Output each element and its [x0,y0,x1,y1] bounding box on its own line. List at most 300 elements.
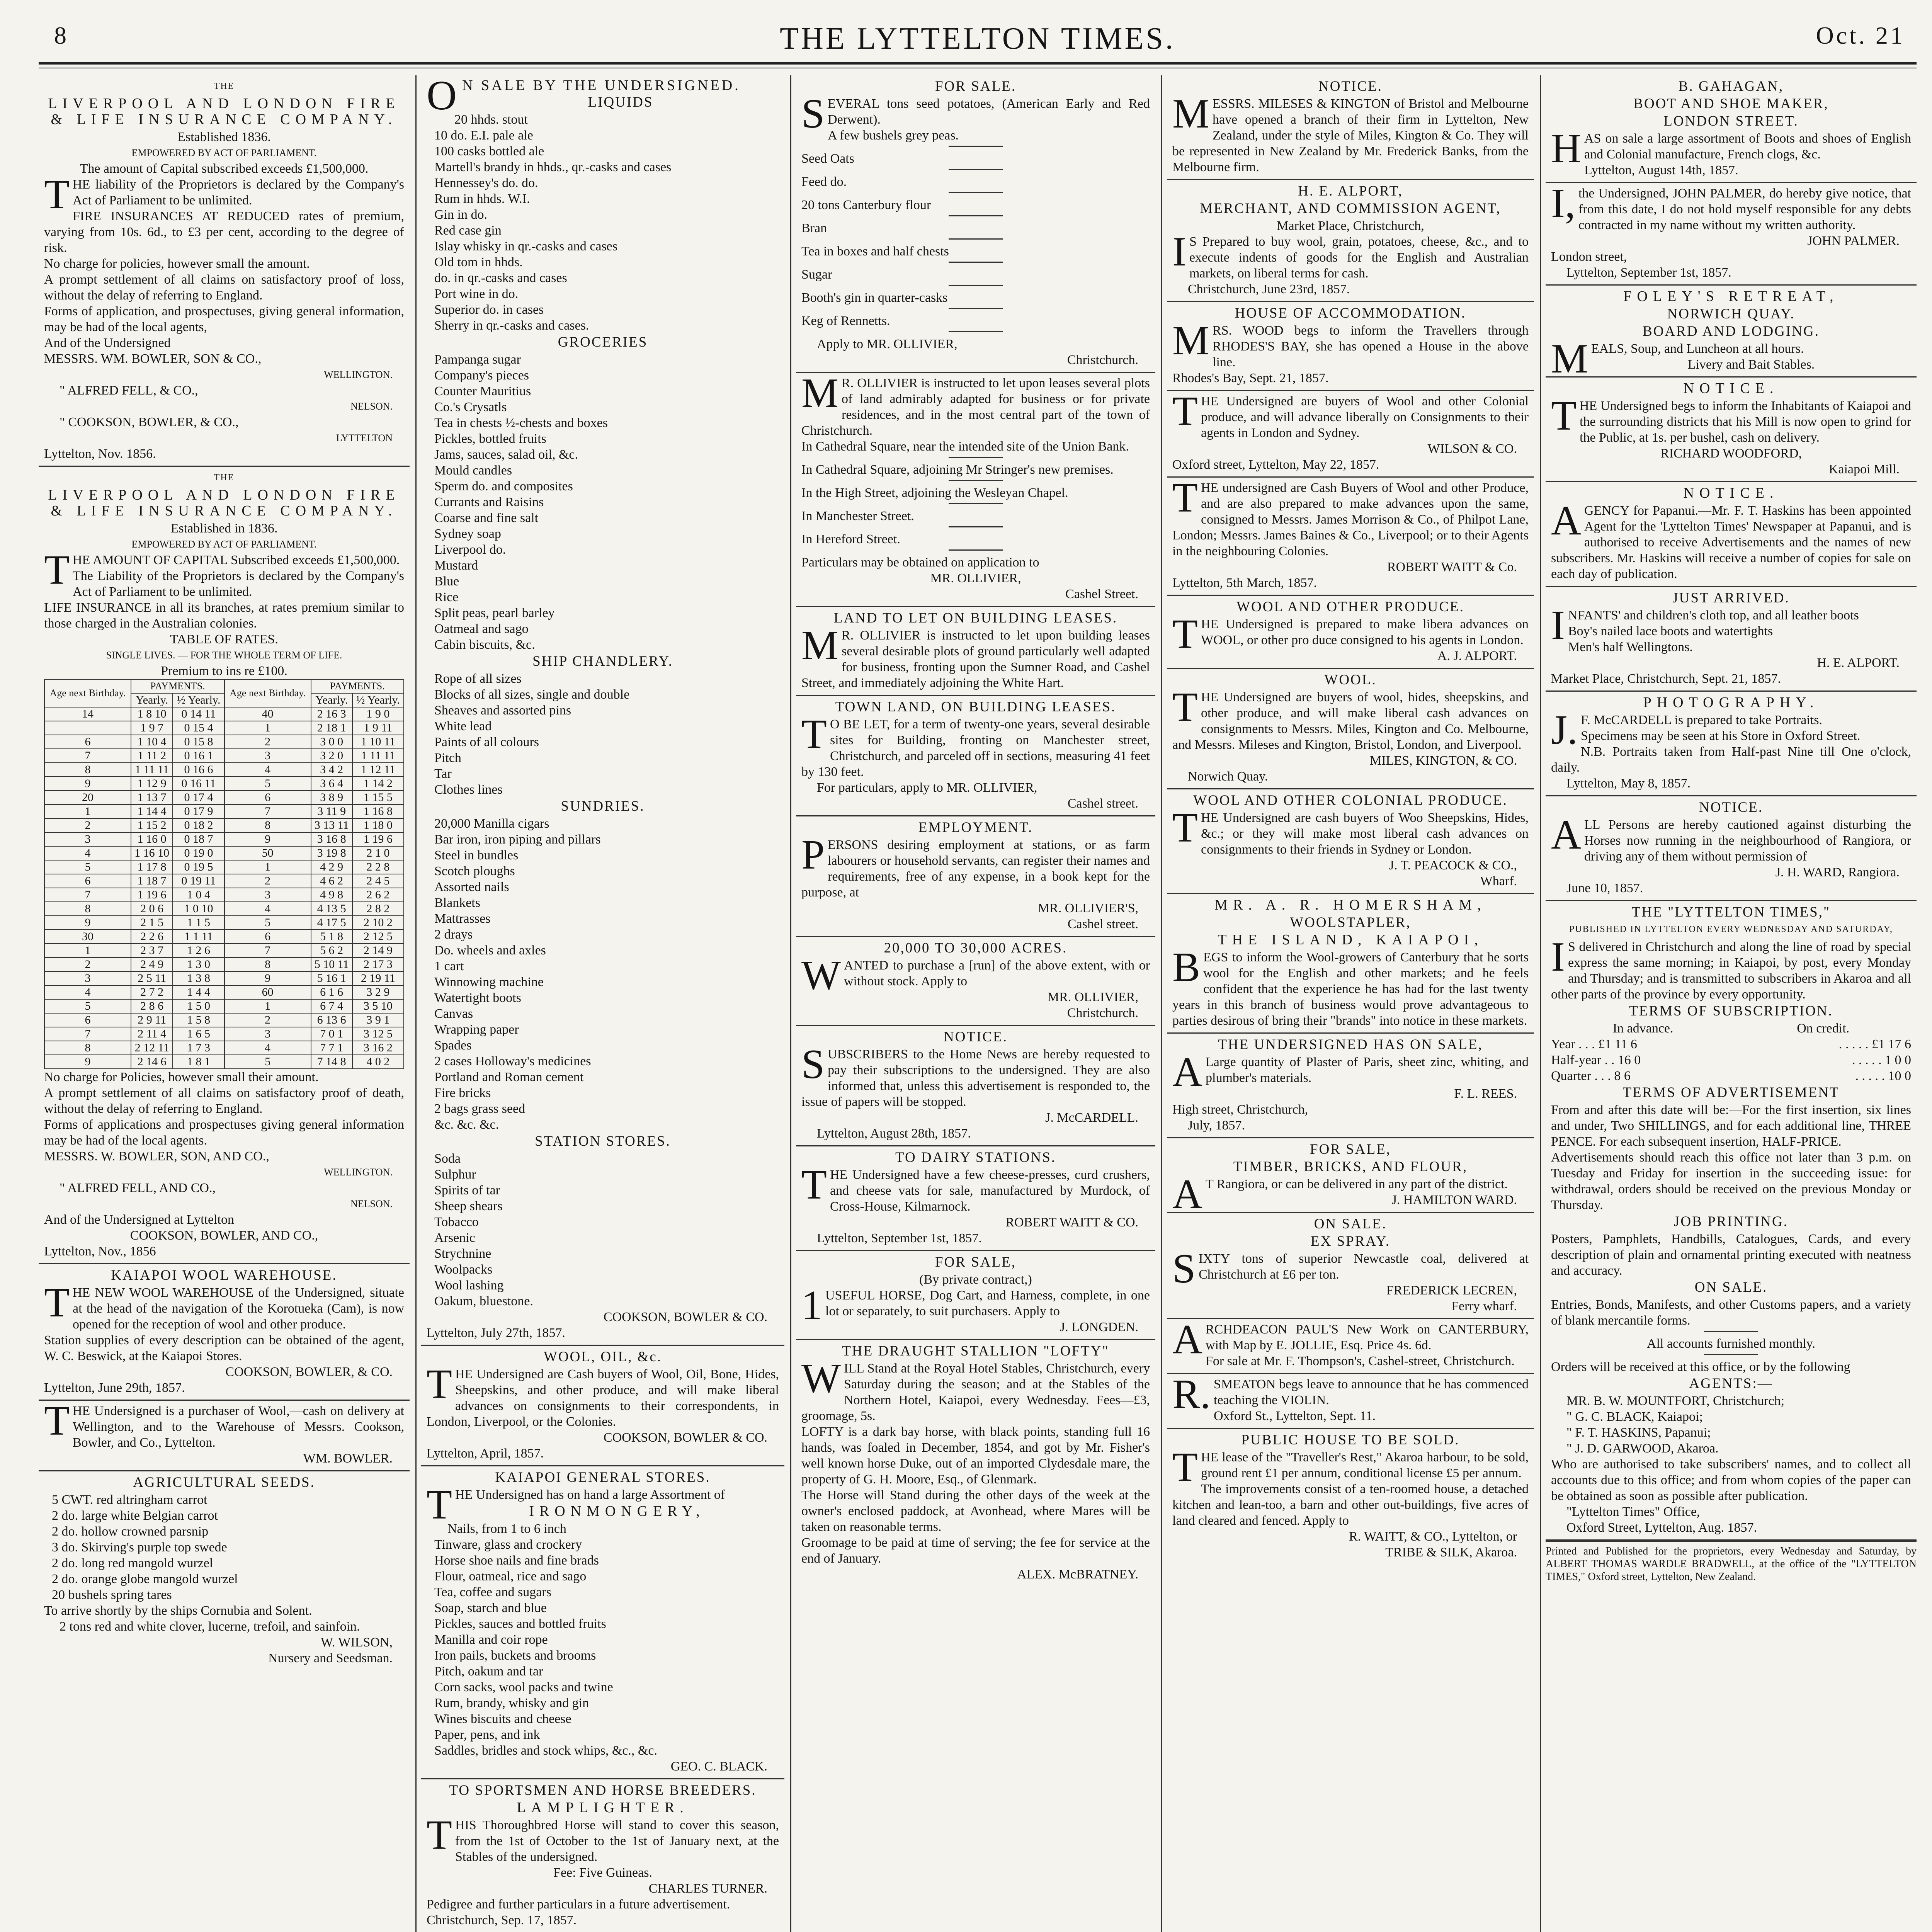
ad-body: N.B. Portraits taken from Half-past Nine till One o'clock, daily. [1551,745,1911,775]
section-heading: JOB PRINTING. [1674,1214,1788,1230]
table-cell: 1 10 4 [131,735,173,749]
list-item: Mattrasses [434,912,491,926]
ad-signature: J. McCARDELL. [1045,1111,1138,1125]
table-cell: 6 [224,791,311,804]
ad-signature: J. H. WARD, Rangiora. [1775,865,1900,879]
section-heading: TERMS OF SUBSCRIPTION. [1629,1003,1833,1019]
ad-est: Established in 1836. [170,521,278,536]
ad-body: THE undersigned are Cash Buyers of Wool and other Produce, and are also prepared to make advances upon the same, consigned to Messrs. James Morrison & Co., of Philpot Lane, London; Messrs. James Baines & Co., Liverpool; or to their Agents in the neighbouring Colonies. [1172,475,1529,558]
table-cell: 1 13 7 [131,791,173,804]
rates-header-half: ½ Yearly. [352,693,404,707]
table-cell: 3 19 8 [311,846,352,860]
agent-name: COOKSON, BOWLER, AND CO., [130,1228,318,1243]
list-item: Wool lashing [434,1278,504,1293]
table-cell: 8 [44,763,131,777]
list-item: Bar iron, iron piping and pillars [434,832,601,847]
table-cell: 0 18 2 [173,818,224,832]
terms-cell: Half-year . . 16 0 [1551,1053,1641,1067]
ad-signature: Kaiapoi Mill. [1828,462,1900,476]
ad-signature: ROBERT WAITT & CO. [1005,1215,1138,1230]
table-cell: 0 18 7 [173,832,224,846]
ad-body: ALL Persons are hereby cautioned against disturbing the Horses now running in the neighbourhood of Rangiora, or driving any of them without permission of [1551,812,1911,864]
ad-title: KAIAPOI WOOL WAREHOUSE. [111,1267,337,1283]
table-cell: 3 [224,1027,311,1041]
column-5 [1546,75,1917,1932]
ad-title: WOOL AND OTHER COLONIAL PRODUCE. [1193,793,1508,808]
table-cell: 1 5 8 [173,1013,224,1027]
table-cell: 7 [44,888,131,902]
ad-body: J.F. McCARDELL is prepared to take Portraits. [1551,707,1822,753]
divider [949,262,1003,263]
agent-name: MESSRS. WM. BOWLER, SON & CO., [44,352,262,366]
ad-body: The Liability of the Proprietors is declared by the Company's Act of Parliament to be unlimited. [72,569,404,599]
list-item: Feed do. [801,175,847,189]
ad-body: MR. OLLIVIER is instructed to let upon building leases several desirable plots of ground particularly well adapted for business, fronting upon the Sumner Road, and Cashel Street, and immediately adjoining the White Hart. [801,622,1150,690]
rates-header-yearly: Yearly. [311,693,352,707]
table-cell: 2 [224,874,311,888]
list-item: Blankets [434,896,480,910]
ad-date: Lyttelton, July 27th, 1857. [427,1326,565,1340]
groceries-list [427,352,779,653]
terms-cell: . . . . . 1 0 0 [1852,1053,1911,1067]
list-item: Paints of all colours [434,735,539,749]
agent-item: " F. T. HASKINS, Papanui; [1566,1425,1711,1440]
ad-body: SUBSCRIBERS to the Home News are hereby requested to pay their subscriptions to the undersigned. They are also informed that, unless this advertisement is responded to, the issue of papers will be stopped. [801,1041,1150,1109]
ad-body: INFANTS' and children's cloth top, and all leather boots [1551,602,1859,648]
table-cell: 2 14 9 [352,944,404,957]
ad-signature: FREDERICK LECREN, [1386,1283,1517,1298]
list-item: &c. &c. &c. [434,1117,499,1132]
ad-location: London street, [1551,250,1627,264]
ad-body: AGENCY for Papanui.—Mr. F. T. Haskins has been appointed Agent for the 'Lyttelton Times' Newspaper at Papanui, and is authorised to receive Advertisements and the names of new subscribers. Mr. Haskins will receive a number of copies for sale on each day of publication. [1551,498,1911,581]
ad-capital: THE AMOUNT OF CAPITAL Subscribed exceeds £1,500,000. [44,547,400,593]
table-cell: 0 15 8 [173,735,224,749]
ad-title: FOLEY'S RETREAT, [1623,288,1839,304]
divider [1704,1354,1758,1355]
table-row [44,888,404,902]
table-cell: 8 [44,1041,131,1055]
list-item: Red case gin [434,223,502,238]
ad-title: THE UNDERSIGNED HAS ON SALE, [1218,1037,1483,1053]
divider [949,331,1003,332]
ad-title: NOTICE. [944,1029,1008,1045]
agent-item: " J. D. GARWOOD, Akaroa. [1566,1441,1719,1456]
ad-signature: Nursery and Seedsman. [268,1651,393,1665]
table-cell: 7 0 1 [311,1027,352,1041]
terms-cell: . . . . . £1 17 6 [1839,1037,1911,1051]
ad-subtitle: WOOLSTAPLER, [1290,915,1411,930]
section-heading: LIQUIDS [588,94,653,110]
newspaper-title: THE LYTTELTON TIMES. [780,22,1175,56]
ad-title: AGRICULTURAL SEEDS. [133,1475,315,1490]
table-row [44,874,404,888]
ad-title: FOR SALE, [935,1254,1016,1270]
ad-body: WILL Stand at the Royal Hotel Stables, Christchurch, every Saturday during the season; and at the Stables of the Northern Hotel, Kaiapoi, every Wednesday. Fees—£3, groomage, 5s. [801,1355,1150,1423]
table-cell: 2 6 2 [352,888,404,902]
table-cell: 7 14 8 [311,1055,352,1069]
ad-body: Advertisements should reach this office not later than 3 p.m. on Tuesday and Friday for insertion in the succeeding issue: for withdrawal, orders should be received on the previous Monday or Thursday. [1551,1150,1911,1212]
table-cell: 2 2 8 [352,860,404,874]
table-cell: 8 [224,818,311,832]
list-item: Cabin biscuits, &c. [434,638,535,652]
ad-alport-merchant [1167,180,1534,302]
ad-body: All accounts furnished monthly. [1647,1337,1815,1351]
ad-public-house [1167,1429,1534,1564]
list-item: 10 do. E.I. pale ale [434,128,533,143]
table-row [44,818,404,832]
ad-apply: Apply to MR. OLLIVIER, [817,337,957,351]
ad-signature: R. WAITT, & CO., Lyttelton, or [1349,1529,1517,1544]
table-cell: 2 19 11 [352,971,404,985]
table-cell: 1 17 8 [131,860,173,874]
rates-header-payments: PAYMENTS. [311,679,404,693]
table-row [44,1013,404,1027]
ad-signature: MILES, KINGTON, & CO. [1370,753,1517,768]
ad-signature: WM. BOWLER. [303,1451,393,1466]
list-item: Currants and Raisins [434,495,544,509]
ad-signature: ROBERT WAITT & Co. [1387,560,1517,574]
station-stores-list [427,1151,779,1309]
ad-body: MRS. WOOD begs to inform the Travellers through RHODES'S BAY, she has opened a House in the above line. [1172,318,1529,369]
table-cell: 9 [44,777,131,791]
ad-apply: For particulars, apply to MR. OLLIVIER, [817,781,1037,795]
ad-foleys-retreat [1546,286,1917,382]
ad-signature: RICHARD WOODFORD, [1660,446,1802,461]
rates-title: TABLE OF RATES. [170,632,278,646]
list-item: Oakum, bluestone. [434,1294,533,1308]
list-item: 2 drays [434,927,473,942]
table-cell: 9 [44,916,131,930]
ad-body: MEALS, Soup, and Luncheon at all hours. [1551,336,1804,382]
ad-date: Lyttelton, June 29th, 1857. [44,1381,185,1395]
list-item: Pitch [434,751,461,765]
table-row [44,832,404,846]
table-cell: 1 16 8 [352,804,404,818]
ad-title: PUBLIC HOUSE TO BE SOLD. [1241,1432,1460,1448]
rates-header-yearly: Yearly. [131,693,173,707]
table-row [44,957,404,971]
ad-body: R.SMEATON begs leave to announce that he has commenced teaching the VIOLIN. [1172,1371,1529,1417]
rates-header-half: ½ Yearly. [173,693,224,707]
list-item: Rice [434,590,459,604]
table-cell: 5 [44,999,131,1013]
section-heading: ON SALE. [1694,1279,1768,1295]
divider [949,238,1003,240]
ad-title: ON SALE BY THE UNDERSIGNED. [427,75,741,119]
list-item: Keg of Rennetts. [801,314,890,328]
ad-signature: TRIBE & SILK, Akaroa. [1385,1545,1517,1560]
ad-location: THE ISLAND, KAIAPOI, [1218,932,1483,948]
ad-date: Lyttelton, May 8, 1857. [1566,776,1691,791]
lease-site-list [801,439,1150,551]
ad-act: EMPOWERED BY ACT OF PARLIAMENT. [131,539,317,550]
ad-body: Forms of applications and prospectuses giving general information may be had of the local agents. [44,1117,404,1148]
issue-date: Oct. 21 [1816,22,1905,49]
ad-kaiapoi-stores [421,1466,784,1779]
ad-subtitle: EX SPRAY. [1311,1233,1390,1249]
table-row [44,944,404,957]
table-cell: 1 0 10 [173,902,224,916]
liquids-list [427,112,779,333]
table-cell: 9 [224,971,311,985]
ad-body: MR. OLLIVIER is instructed to let upon leases several plots of land admirably adapted for business or for private residences, and in the most central part of the town of Christchurch. [801,370,1150,438]
ad-date: July, 1857. [1188,1118,1245,1133]
ad-body: No charge for policies, however small the amount. [44,257,310,271]
list-item: Pickles, bottled fruits [434,432,546,446]
ad-waitt-cash-buyers [1167,475,1534,596]
ad-body: A prompt settlement of all claims on satisfactory proof of loss, without the delay of referring to England. [44,272,404,303]
table-cell: 1 [224,721,311,735]
list-item: Rope of all sizes [434,672,522,686]
agent-name: " ALFRED FELL, AND CO., [60,1181,216,1195]
ad-body: A prompt settlement of all claims on satisfactory proof of death, without the delay of referring to England. [44,1086,404,1116]
terms-row [1551,1052,1911,1068]
table-row [44,930,404,944]
agent-name: MESSRS. W. BOWLER, SON, AND CO., [44,1149,269,1163]
ad-palmer [1546,180,1917,286]
ad-date: Lyttelton, Nov. 1856. [44,447,156,461]
ad-archdeacon-paul [1167,1316,1534,1374]
list-item: 20,000 Manilla cigars [434,816,549,831]
table-cell: 6 [224,930,311,944]
table-cell [44,721,131,735]
table-cell: 0 16 11 [173,777,224,791]
ad-location: High street, Christchurch, [1172,1102,1308,1117]
list-item: Watertight boots [434,991,521,1005]
ad-body: THE Undersigned are buyers of Wool and other Colonial produce, and will advance liberally on Consignments to their agents in London and Sydney. [1172,388,1529,440]
list-item: Spades [434,1038,472,1053]
column-divider [1540,75,1541,1932]
table-cell: 5 [44,860,131,874]
masthead [39,17,1917,60]
list-item: Pitch, oakum and tar [434,1664,543,1679]
list-item: Clothes lines [434,782,503,797]
list-item: Manilla and coir rope [434,1633,548,1647]
rates-header-age: Age next Birthday. [44,679,131,707]
table-row [44,1055,404,1069]
list-item: In Cathedral Square, adjoining Mr Stringer's new premises. [801,463,1114,477]
ad-body: Boy's nailed lace boots and watertights [1568,624,1773,638]
ad-signature: Wharf. [1480,874,1517,888]
table-cell: 2 1 5 [131,916,173,930]
for-sale-list [801,128,1150,332]
column-4 [1167,75,1534,1932]
ad-wool-produce [1167,596,1534,669]
ad-body: THIS Thoroughbred Horse will stand to cover this season, from the 1st of October to the 1st of January next, at the Stables of the undersigned. [427,1812,779,1864]
ad-title: H. E. ALPORT, [1298,183,1403,199]
ad-horse-for-sale [796,1251,1155,1340]
ad-body: The improvements consist of a ten-roomed house, a detached kitchen and lean-too, a barn and other out-buildings, five acres of land cleared and fenced. Apply to [1172,1482,1529,1528]
ad-title: FOR SALE, [1310,1141,1391,1157]
agent-name: " COOKSON, BOWLER, & CO., [60,415,239,429]
ad-est: Established 1836. [177,130,271,144]
list-item: White lead [434,719,492,733]
table-cell: 1 6 5 [173,1027,224,1041]
table-cell: 7 [44,749,131,763]
page-number: 8 [54,22,66,49]
masthead-rule [39,62,1917,65]
table-cell: 2 [44,957,131,971]
ad-body: MESSRS. MILESES & KINGTON of Bristol and Melbourne have opened a branch of their firm in Lyttelton, New Zealand, under the style of Miles, Kington & Co. They will be represented in New Zealand by Mr. Frederick Banks, from the Melbourne firm. [1172,91,1529,174]
list-item: Hennessey's do. do. [434,176,538,190]
table-cell: 4 2 9 [311,860,352,874]
ad-title: LIVERPOOL AND LONDON FIRE & LIFE INSURANCE COMPANY. [48,95,400,128]
ad-insurance-fire [39,75,410,467]
list-item: Iron pails, buckets and brooms [434,1648,596,1663]
rates-table [44,679,404,1069]
list-item: Winnowing machine [434,975,544,989]
ad-signature: H. E. ALPORT. [1817,656,1900,670]
table-cell: 3 [224,888,311,902]
list-item: Liverpool do. [434,543,506,557]
ad-title: NOTICE. [1683,380,1779,396]
table-cell: 5 [224,916,311,930]
ad-date: Market Place, Christchurch, Sept. 21, 1857. [1551,672,1781,686]
table-cell: 4 [44,985,131,999]
table-cell: 1 9 11 [352,721,404,735]
table-cell: 5 [224,1055,311,1069]
list-item: A few bushels grey peas. [828,128,959,143]
terms-cell: Quarter . . . 8 6 [1551,1069,1631,1083]
ad-date: Lyttelton, 5th March, 1857. [1172,576,1317,590]
divider [949,480,1003,481]
list-item: Oatmeal and sago [434,622,529,636]
ad-body: FIRE INSURANCES AT REDUCED rates of premium, varying from 10s. 6d., to £3 per cent, according to the degree of risk. [44,209,404,255]
list-item: 20 bushels spring tares [52,1588,172,1602]
list-item: Spirits of tar [434,1183,500,1197]
table-row [44,791,404,804]
ad-capital: The amount of Capital subscribed exceeds £1,500,000. [80,162,369,176]
table-cell: 3 0 0 [311,735,352,749]
rates-premium: Premium to ins re £100. [161,664,287,678]
ad-employment [796,816,1155,937]
ad-body: IS delivered in Christchurch and along the line of road by special express the same morning; in Kaiapoi, by post, every Monday and Thursday; and is transmitted to subscribers in Akaroa and all other parts of the province by every opportunity. [1551,934,1911,1002]
list-item: Horse shoe nails and fine brads [434,1553,599,1568]
ad-town-land [796,696,1155,816]
agent-location: WELLINGTON. [324,1167,393,1178]
rates-header-payments: PAYMENTS. [131,679,224,693]
ad-date: Lyttelton, April, 1857. [427,1446,544,1461]
ad-pre: THE [214,473,235,483]
list-item: Mustard [434,558,478,573]
list-item: Jams, sauces, salad oil, &c. [434,447,578,462]
ad-subtitle: BOOT AND SHOE MAKER, [1633,96,1829,112]
ad-signature: GEO. C. BLACK. [670,1759,767,1774]
list-item: Sheaves and assorted pins [434,703,571,718]
ad-date: Oxford street, Lyttelton, May 22, 1857. [1172,457,1379,472]
table-row [44,1027,404,1041]
table-cell: 1 0 4 [173,888,224,902]
list-item: 2 cases Holloway's medicines [434,1054,591,1068]
table-cell: 1 1 11 [173,930,224,944]
ad-signature: MR. OLLIVIER, [1047,990,1138,1004]
ad-body: Pedigree and further particulars in a future advertisement. [427,1897,730,1912]
table-cell: 4 [44,846,131,860]
list-item: 100 casks bottled ale [434,144,544,158]
list-item: Nails, from 1 to 6 inch [447,1522,566,1536]
table-cell: 1 4 4 [173,985,224,999]
list-item: Tea, coffee and sugars [434,1585,551,1599]
ad-title: WOOL, OIL, &c. [543,1349,662,1365]
table-cell: 0 19 11 [173,874,224,888]
list-item: Martell's brandy in hhds., qr.-casks and cases [434,160,672,174]
table-cell: 7 [224,804,311,818]
ad-body: Forms of application, and prospectuses, giving general information, may be had of the local agents, [44,304,404,334]
office-address: "Lyttelton Times" Office, [1566,1505,1700,1519]
ad-date: Lyttelton, August 14th, 1857. [1584,163,1738,177]
office-date: Oxford Street, Lyttelton, Aug. 1857. [1566,1520,1757,1535]
ad-house-accommodation [1167,302,1534,391]
list-item: Tinware, glass and crockery [434,1537,582,1552]
printer-imprint: Printed and Published for the proprietors, every Wednesday and Saturday, by ALBERT THOMAS WARDLE BRADWELL, at the office of the "LYTTELTON TIMES," Oxford street, Lyttelton, New Zealand. [1546,1541,1917,1583]
list-item: Gin in do. [434,207,487,222]
terms-col-advance: In advance. [1612,1021,1673,1036]
column-2 [421,75,784,1932]
ad-date: Christchurch, Sep. 17, 1857. [427,1913,577,1927]
ad-signature: CHARLES TURNER. [648,1881,767,1896]
ad-signature: MR. OLLIVIER'S, [1037,901,1138,915]
list-item: In Hereford Street. [801,532,900,546]
table-cell: 6 13 6 [311,1013,352,1027]
ad-body: BEGS to inform the Wool-growers of Canterbury that he sorts wool for the English and other markets; and he feels confident that the experience he has had for the last twenty years in this branch of business would prove advantageous to parties desirous of bring their "brands" into notice in these markets. [1172,944,1529,1028]
table-cell: 1 8 1 [173,1055,224,1069]
ad-dairy-stations [796,1146,1155,1251]
table-cell: 2 [224,735,311,749]
table-cell: 2 12 11 [131,1041,173,1055]
ad-body: ARCHDEACON PAUL'S New Work on CANTERBURY, with Map by E. JOLLIE, Esq. Price 4s. 6d. [1172,1316,1529,1362]
table-cell: 1 2 6 [173,944,224,957]
ad-body: For sale at Mr. F. Thompson's, Cashel-street, Christchurch. [1206,1354,1515,1368]
list-item: Flour, oatmeal, rice and sago [434,1569,587,1583]
table-cell: 4 [224,1041,311,1055]
list-item: Fire bricks [434,1086,491,1100]
table-cell: 3 4 2 [311,763,352,777]
list-item: 2 do. long red mangold wurzel [52,1556,213,1570]
table-cell: 2 10 2 [352,916,404,930]
ad-location: Norwich Quay. [1188,769,1268,784]
ad-coal [1167,1213,1534,1319]
ad-body: LOFTY is a dark bay horse, with black points, standing full 16 hands, was foaled in December, 1854, and got by Mr. Fisher's well known horse Duke, out of an imported Clydesdale mare, the property of G. H. Moore, Esq., of Glenmark. [801,1425,1150,1486]
list-item: Counter Mauritius [434,384,531,398]
ad-signature: Cashel Street. [1065,587,1138,601]
list-item: 2 do. orange globe mangold wurzel [52,1572,238,1586]
divider [949,169,1003,170]
ad-subtitle: BOARD AND LODGING. [1643,323,1820,339]
column-3 [796,75,1155,1932]
ad-body: IS Prepared to buy wool, grain, potatoes, cheese, &c., and to execute indents of goods for the English and Australian markets, on liberal terms for cash. [1172,229,1529,281]
ad-title: THE DRAUGHT STALLION "LOFTY" [842,1343,1109,1359]
ad-act: EMPOWERED BY ACT OF PARLIAMENT. [131,147,317,158]
table-cell: 1 7 3 [173,1041,224,1055]
list-item: Pampanga sugar [434,352,521,367]
ad-body: I,the Undersigned, JOHN PALMER, do hereby give notice, that from this date, I do not hold myself responsible for any debts contracted in my name without my written authority. [1551,180,1911,232]
list-item: Paper, pens, and ink [434,1728,540,1742]
ad-pre: THE [214,81,235,91]
ad-signature: WILSON & CO. [1427,442,1517,456]
ad-body: WANTED to purchase a [run] of the above extent, with or without stock. Apply to [801,952,1150,998]
ad-subtitle: TIMBER, BRICKS, AND FLOUR, [1233,1159,1468,1175]
ad-gahagan [1546,75,1917,183]
ad-horses-notice [1546,796,1917,901]
ad-title: LAND TO LET ON BUILDING LEASES. [833,610,1118,626]
list-item: Tar [434,767,452,781]
table-cell: 3 16 2 [352,1041,404,1055]
list-item: Saddles, bridles and stock whips, &c., &c. [434,1743,657,1758]
list-item: Soap, starch and blue [434,1601,547,1615]
table-cell: 4 [224,763,311,777]
table-row [44,985,404,999]
agent-location: NELSON. [350,1198,393,1209]
